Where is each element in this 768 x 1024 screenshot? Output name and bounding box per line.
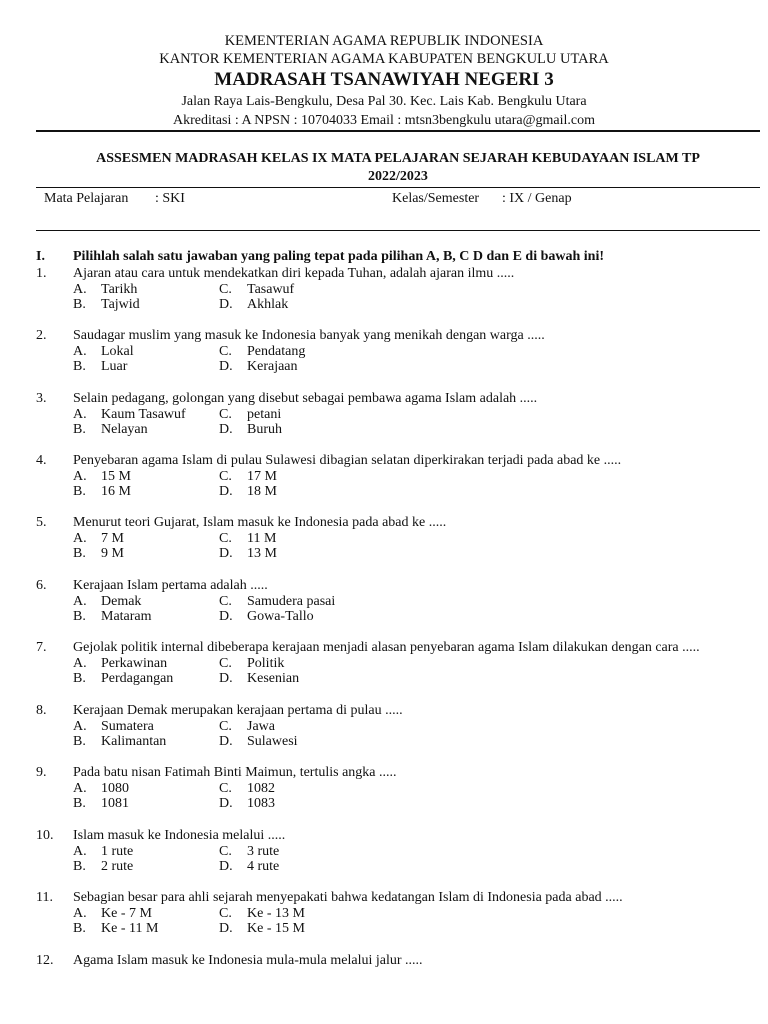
option-letter: B. xyxy=(73,297,86,313)
question-text: Islam masuk ke Indonesia melalui ..... xyxy=(73,828,286,843)
option-letter: B. xyxy=(73,734,86,750)
option-text: 2 rute xyxy=(101,859,134,875)
option-text: Tasawuf xyxy=(247,281,295,297)
question-text: Gejolak politik internal dibeberapa kerajaan menjadi alasan penyebaran agama Islam dilakukan dengan cara ..... xyxy=(73,640,700,655)
question-number: 6. xyxy=(36,578,47,593)
option-text: 1 rute xyxy=(101,843,134,859)
option-letter: B. xyxy=(73,546,86,562)
option-letter: D. xyxy=(219,359,233,375)
question xyxy=(36,515,760,562)
exam-title-line2: 2022/2023 xyxy=(368,169,428,184)
school-accreditation: Akreditasi : A NPSN : 10704033 Email : mtsn3bengkulu utara@gmail.com xyxy=(173,113,595,128)
option-letter: A. xyxy=(73,281,87,297)
section-instruction-text: Pilihlah salah satu jawaban yang paling tepat pada pilihan A, B, C D dan E di bawah ini! xyxy=(73,249,605,264)
option-text: 1082 xyxy=(247,780,275,796)
question xyxy=(36,328,760,375)
option-text: Perkawinan xyxy=(101,655,168,671)
option-text: Kaum Tasawuf xyxy=(101,406,186,422)
ministry-name: KEMENTERIAN AGAMA REPUBLIK INDONESIA xyxy=(224,33,544,49)
option-letter: D. xyxy=(219,796,233,812)
option-text: 3 rute xyxy=(247,843,280,859)
option-text: 1083 xyxy=(247,796,275,812)
option-letter: D. xyxy=(219,671,233,687)
option-text: Kerajaan xyxy=(247,359,298,375)
option-letter: A. xyxy=(73,780,87,796)
option-text: Politik xyxy=(247,655,285,671)
question-text: Kerajaan Islam pertama adalah ..... xyxy=(73,578,268,593)
question-text: Kerajaan Demak merupakan kerajaan pertama di pulau ..... xyxy=(73,703,403,718)
option-letter: C. xyxy=(219,655,232,671)
option-text: 9 M xyxy=(101,546,124,562)
option-letter: C. xyxy=(219,281,232,297)
option-letter: D. xyxy=(219,546,233,562)
question-number: 5. xyxy=(36,515,47,530)
letterhead-divider xyxy=(36,130,760,132)
option-text: Jawa xyxy=(247,718,275,734)
option-letter: B. xyxy=(73,484,86,500)
question-number: 2. xyxy=(36,328,47,343)
option-letter: B. xyxy=(73,921,86,937)
option-text: Sulawesi xyxy=(247,734,298,750)
option-letter: B. xyxy=(73,609,86,625)
office-name: KANTOR KEMENTERIAN AGAMA KABUPATEN BENGKULU UTARA xyxy=(159,51,609,67)
option-letter: C. xyxy=(219,530,232,546)
letterhead xyxy=(0,32,768,130)
option-text: 17 M xyxy=(247,468,277,484)
option-letter: A. xyxy=(73,468,87,484)
exam-title-line1: ASSESMEN MADRASAH KELAS IX MATA PELAJARAN SEJARAH KEBUDAYAAN ISLAM TP xyxy=(96,151,700,166)
option-letter: A. xyxy=(73,343,87,359)
option-text: Perdagangan xyxy=(101,671,174,687)
class-value: : IX / Genap xyxy=(502,191,572,206)
option-letter: C. xyxy=(219,343,232,359)
question xyxy=(36,765,760,812)
option-text: Gowa-Tallo xyxy=(247,609,314,625)
option-text: petani xyxy=(247,406,282,422)
option-text: Sumatera xyxy=(101,718,154,734)
option-letter: B. xyxy=(73,796,86,812)
option-text: 7 M xyxy=(101,530,124,546)
option-letter: D. xyxy=(219,297,233,313)
option-text: Ke - 11 M xyxy=(101,921,159,937)
question xyxy=(36,703,760,750)
question-number: 10. xyxy=(36,828,54,843)
school-name: MADRASAH TSANAWIYAH NEGERI 3 xyxy=(214,69,554,90)
option-letter: D. xyxy=(219,859,233,875)
option-text: Tajwid xyxy=(101,297,140,313)
option-letter: B. xyxy=(73,359,86,375)
option-text: Tarikh xyxy=(101,281,138,297)
option-letter: B. xyxy=(73,859,86,875)
option-letter: D. xyxy=(219,422,233,438)
question-text: Selain pedagang, golongan yang disebut sebagai pembawa agama Islam adalah ..... xyxy=(73,391,538,406)
option-letter: B. xyxy=(73,671,86,687)
option-text: Nelayan xyxy=(101,422,148,438)
option-letter: C. xyxy=(219,718,232,734)
question-number: 4. xyxy=(36,453,47,468)
exam-title xyxy=(36,150,760,186)
option-text: 11 M xyxy=(247,530,277,546)
question xyxy=(36,890,760,937)
question-text: Menurut teori Gujarat, Islam masuk ke Indonesia pada abad ke ..... xyxy=(73,515,447,530)
meta-bottom-divider xyxy=(36,230,760,231)
question xyxy=(36,640,760,687)
question-number: 12. xyxy=(36,953,54,968)
option-letter: A. xyxy=(73,843,87,859)
meta-top-divider xyxy=(36,187,760,188)
option-text: Mataram xyxy=(101,609,152,625)
option-letter: C. xyxy=(219,406,232,422)
question-text: Saudagar muslim yang masuk ke Indonesia banyak yang menikah dengan warga ..... xyxy=(73,328,545,343)
question-number: 9. xyxy=(36,765,47,780)
question xyxy=(36,266,760,313)
option-letter: D. xyxy=(219,921,233,937)
option-text: 18 M xyxy=(247,484,277,500)
question-text: Sebagian besar para ahli sejarah menyepakati bahwa kedatangan Islam di Indonesia pada abad ..... xyxy=(73,890,623,905)
question xyxy=(36,391,760,438)
question xyxy=(36,453,760,500)
option-text: Ke - 15 M xyxy=(247,921,305,937)
option-letter: A. xyxy=(73,905,87,921)
option-text: Kesenian xyxy=(247,671,300,687)
option-letter: D. xyxy=(219,609,233,625)
option-text: Ke - 7 M xyxy=(101,905,152,921)
option-letter: A. xyxy=(73,718,87,734)
option-letter: D. xyxy=(219,734,233,750)
option-text: 1081 xyxy=(101,796,129,812)
option-text: Akhlak xyxy=(247,297,289,313)
option-text: 15 M xyxy=(101,468,131,484)
option-letter: A. xyxy=(73,406,87,422)
option-text: Lokal xyxy=(101,343,134,359)
question-number: 1. xyxy=(36,266,47,281)
option-letter: C. xyxy=(219,780,232,796)
question-number: 11. xyxy=(36,890,53,905)
option-text: Pendatang xyxy=(247,343,306,359)
option-letter: A. xyxy=(73,593,87,609)
option-letter: C. xyxy=(219,905,232,921)
question xyxy=(36,578,760,625)
question-number: 8. xyxy=(36,703,47,718)
option-letter: C. xyxy=(219,593,232,609)
option-letter: C. xyxy=(219,843,232,859)
school-address: Jalan Raya Lais-Bengkulu, Desa Pal 30. Kec. Lais Kab. Bengkulu Utara xyxy=(181,94,587,109)
option-letter: C. xyxy=(219,468,232,484)
option-text: Samudera pasai xyxy=(247,593,336,609)
question xyxy=(36,828,760,875)
option-text: Buruh xyxy=(247,422,282,438)
question-number: 3. xyxy=(36,391,47,406)
option-text: 4 rute xyxy=(247,859,280,875)
question-number: 7. xyxy=(36,640,47,655)
option-text: 13 M xyxy=(247,546,277,562)
class-label: Kelas/Semester xyxy=(392,191,480,206)
question-text: Pada batu nisan Fatimah Binti Maimun, tertulis angka ..... xyxy=(73,765,397,780)
question-text: Agama Islam masuk ke Indonesia mula-mula melalui jalur ..... xyxy=(73,953,423,968)
option-letter: D. xyxy=(219,484,233,500)
option-letter: A. xyxy=(73,655,87,671)
subject-value: : SKI xyxy=(155,191,185,206)
option-text: 16 M xyxy=(101,484,131,500)
question-text: Penyebaran agama Islam di pulau Sulawesi dibagian selatan diperkirakan terjadi pada abad ke ..... xyxy=(73,453,622,468)
subject-label: Mata Pelajaran xyxy=(44,191,129,206)
section-number: I. xyxy=(36,249,45,264)
option-letter: A. xyxy=(73,530,87,546)
option-text: Luar xyxy=(101,359,128,375)
question xyxy=(36,953,760,969)
option-text: Kalimantan xyxy=(101,734,167,750)
option-text: Ke - 13 M xyxy=(247,905,305,921)
question-text: Ajaran atau cara untuk mendekatkan diri kepada Tuhan, adalah ajaran ilmu ..... xyxy=(73,266,515,281)
option-text: Demak xyxy=(101,593,142,609)
option-text: 1080 xyxy=(101,780,129,796)
option-letter: B. xyxy=(73,422,86,438)
